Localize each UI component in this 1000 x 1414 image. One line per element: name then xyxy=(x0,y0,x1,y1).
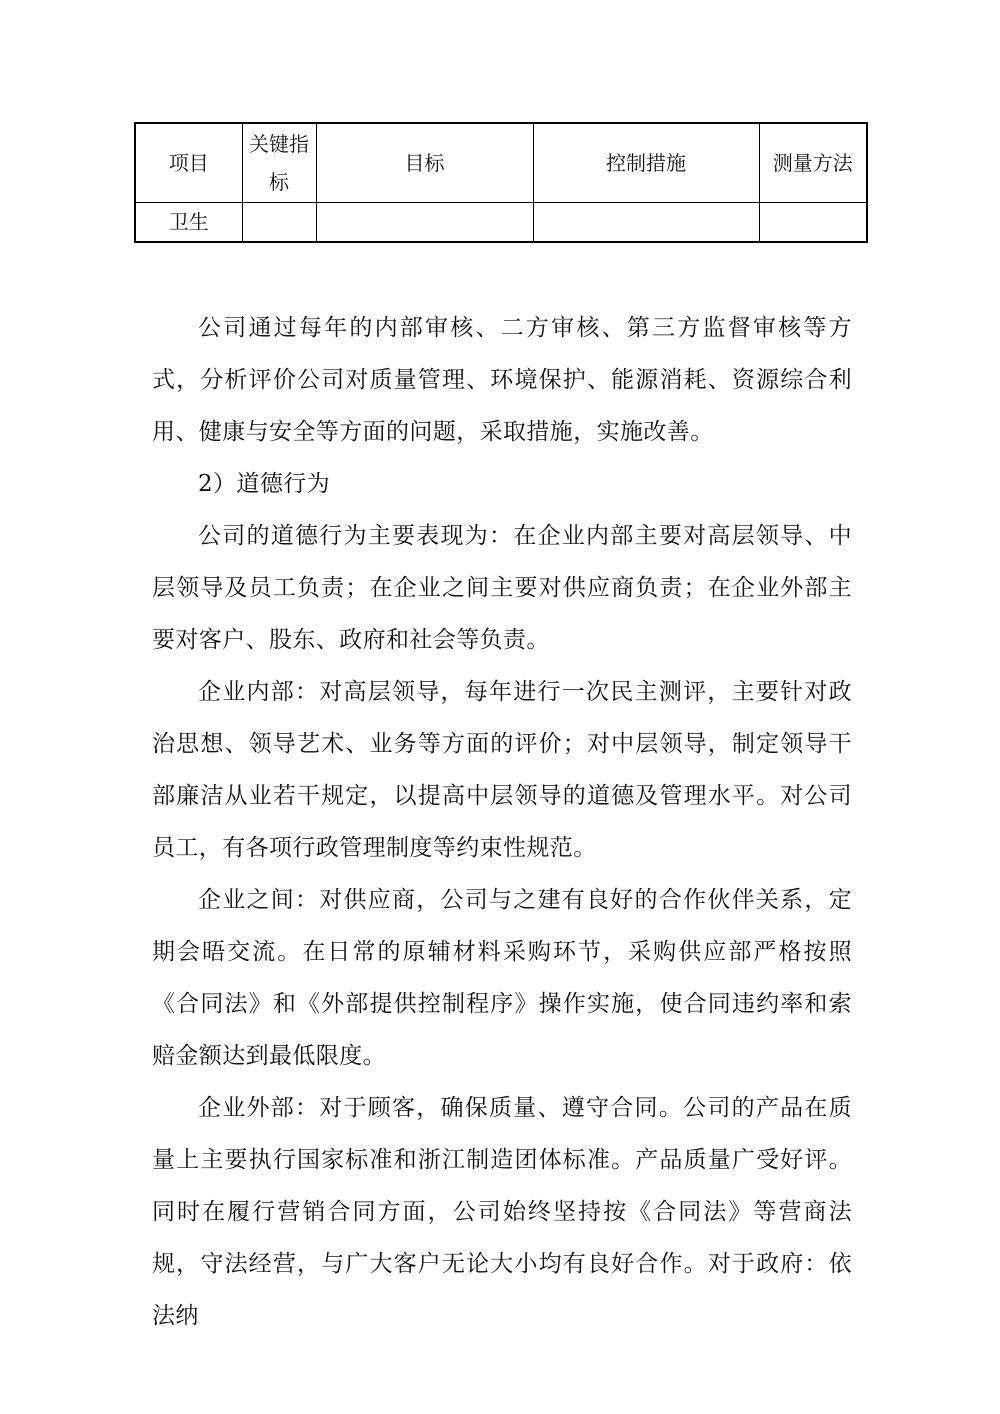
column-header-item: 项目 xyxy=(135,123,242,203)
paragraph-audit: 公司通过每年的内部审核、二方审核、第三方监督审核等方式，分析评价公司对质量管理、环境保护、能源消耗、资源综合利用、健康与安全等方面的问题，采取措施，实施改善。 xyxy=(152,315,852,445)
table-cell xyxy=(316,203,533,243)
column-header-target: 目标 xyxy=(316,123,533,203)
indicator-table xyxy=(134,122,868,243)
paragraph-external: 企业外部：对于顾客，确保质量、遵守合同。公司的产品在质量上主要执行国家标准和浙江制造团体标准。产品质量广受好评。同时在履行营销合同方面，公司始终坚持按《合同法》等营商法规，守法经营，与广大客户无论大小均有良好合作。对于政府：依法纳 xyxy=(152,1095,852,1329)
paragraph-between-enterprises: 企业之间：对供应商，公司与之建有良好的合作伙伴关系，定期会晤交流。在日常的原辅材料采购环节，采购供应部严格按照《合同法》和《外部提供控制程序》操作实施，使合同违约率和索赔金额达到最低限度。 xyxy=(152,887,852,1069)
column-header-key-indicator: 关键指标 xyxy=(242,123,316,203)
column-header-measurement-method: 测量方法 xyxy=(759,123,867,203)
section-heading-ethics: 2）道德行为 xyxy=(198,471,331,497)
table-header-row xyxy=(135,123,867,203)
paragraph-ethics-overview: 公司的道德行为主要表现为：在企业内部主要对高层领导、中层领导及员工负责；在企业之间主要对供应商负责；在企业外部主要对客户、股东、政府和社会等负责。 xyxy=(152,523,852,653)
table-cell xyxy=(242,203,316,243)
table-row xyxy=(135,203,867,243)
column-header-control-measures: 控制措施 xyxy=(533,123,759,203)
body-text xyxy=(152,302,852,1342)
paragraph-internal: 企业内部：对高层领导，每年进行一次民主测评，主要针对政治思想、领导艺术、业务等方面的评价；对中层领导，制定领导干部廉洁从业若干规定，以提高中层领导的道德及管理水平。对公司员工，有各项行政管理制度等约束性规范。 xyxy=(152,679,852,861)
table-cell xyxy=(533,203,759,243)
table-cell xyxy=(759,203,867,243)
table-cell: 卫生 xyxy=(135,203,242,243)
